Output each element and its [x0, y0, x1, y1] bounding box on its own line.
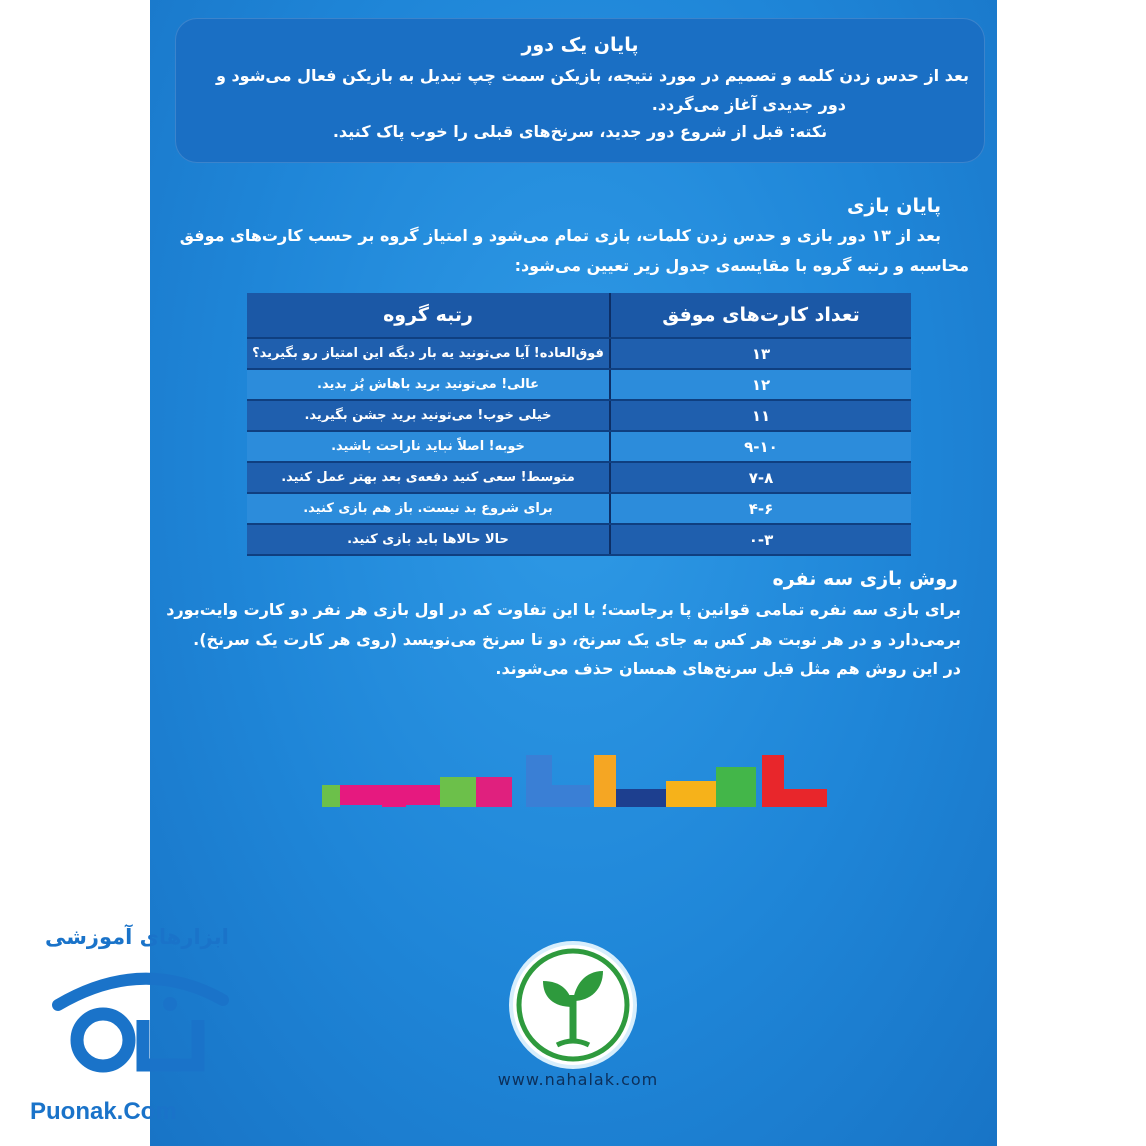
- table-row: [247, 400, 911, 431]
- row-count: ۱۳: [610, 338, 911, 369]
- publisher-emblem: [513, 945, 633, 1065]
- game-logo: [322, 755, 827, 810]
- round-end-title: پایان یک دور: [521, 34, 639, 56]
- publisher-url[interactable]: www.nahalak.com: [497, 1070, 659, 1089]
- table-row: [247, 338, 911, 369]
- row-count: ۰-۳: [610, 524, 911, 555]
- table-row: [247, 431, 911, 462]
- puonak-logo-icon: [48, 960, 238, 1090]
- row-count: ۴-۶: [610, 493, 911, 524]
- row-rank: فوق‌العاده! آیا می‌تونید یه بار دیگه این امتیاز رو بگیرید؟: [247, 338, 610, 369]
- watermark-caption: ابزارهای آموزشی: [45, 925, 229, 949]
- table-row: [247, 524, 911, 555]
- game-end-title: پایان بازی: [847, 195, 941, 217]
- row-count: ۹-۱۰: [610, 431, 911, 462]
- three-player-line-3: در این روش هم مثل قبل سرنخ‌های همسان حذف می‌شوند.: [495, 659, 961, 678]
- row-count: ۱۱: [610, 400, 911, 431]
- round-end-line-1: بعد از حدس زدن کلمه و تصمیم در مورد نتیجه، بازیکن سمت چپ تبدیل به بازیکن فعال می‌شود و: [215, 66, 969, 85]
- game-end-line-2: محاسبه و رتبه گروه با مقایسه‌ی جدول زیر تعیین می‌شود:: [514, 256, 969, 275]
- row-rank: خوبه! اصلاً نباید ناراحت باشید.: [247, 431, 610, 462]
- three-player-title: روش بازی سه نفره: [772, 568, 958, 590]
- logo-letterforms: [322, 755, 827, 810]
- three-player-line-1: برای بازی سه نفره تمامی قوانین پا برجاست؛ با این تفاوت که در اول بازی هر نفر دو کارت وایت‌بورد: [166, 600, 961, 619]
- table-row: [247, 462, 911, 493]
- row-count: ۱۲: [610, 369, 911, 400]
- row-count: ۷-۸: [610, 462, 911, 493]
- row-rank: حالا حالاها باید بازی کنید.: [247, 524, 610, 555]
- row-rank: خیلی خوب! می‌تونید برید جشن بگیرید.: [247, 400, 610, 431]
- round-end-note: نکته: قبل از شروع دور جدید، سرنخ‌های قبلی را خوب پاک کنید.: [332, 122, 828, 141]
- header-group-rank: رتبه گروه: [247, 293, 610, 338]
- sprout-icon: [513, 945, 633, 1065]
- row-rank: متوسط! سعی کنید دفعه‌ی بعد بهتر عمل کنید.: [247, 462, 610, 493]
- header-successful-cards: تعداد کارت‌های موفق: [610, 293, 911, 338]
- ranking-table: [247, 293, 911, 556]
- game-end-line-1: بعد از ۱۳ دور بازی و حدس زدن کلمات، بازی تمام می‌شود و امتیاز گروه بر حسب کارت‌های موفق: [179, 226, 941, 245]
- table-header-row: [247, 293, 911, 338]
- row-rank: برای شروع بد نیست. باز هم بازی کنید.: [247, 493, 610, 524]
- table-row: [247, 493, 911, 524]
- round-end-line-2: دور جدیدی آغاز می‌گردد.: [651, 95, 846, 114]
- row-rank: عالی! می‌تونید برید باهاش پُز بدید.: [247, 369, 610, 400]
- table-row: [247, 369, 911, 400]
- three-player-line-2: برمی‌دارد و در هر نوبت هر کس به جای یک سرنخ، دو تا سرنخ می‌نویسد (روی هر کارت یک سرنخ).: [193, 630, 961, 649]
- watermark-brand: Puonak.Com: [30, 1098, 177, 1125]
